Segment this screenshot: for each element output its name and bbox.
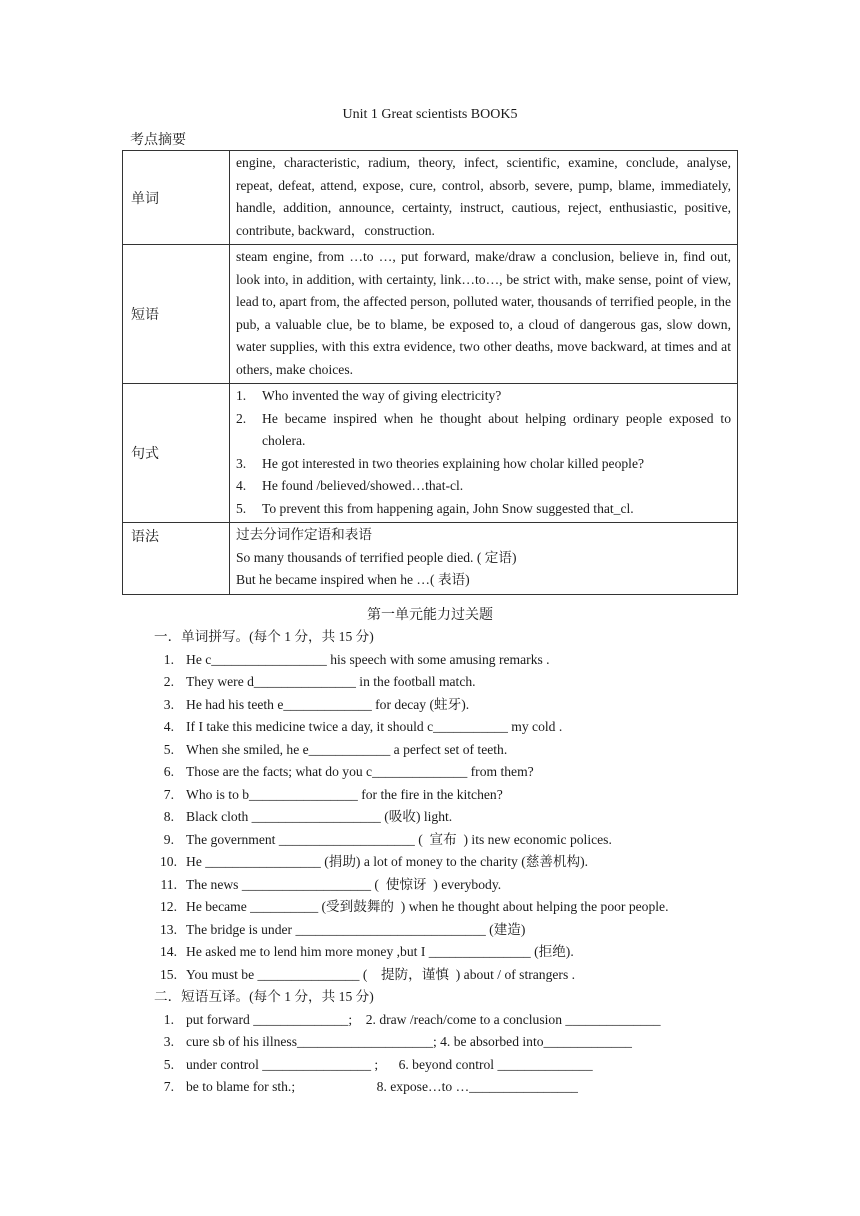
question-item: [0, 1009, 860, 1032]
question-number: 7.: [163, 1079, 174, 1094]
grammar-line: 过去分词作定语和表语: [236, 527, 372, 542]
part1-heading: 一．单词拼写。(每个 1 分，共 15 分): [154, 629, 374, 644]
list-item: [236, 408, 731, 453]
sentences-label: 句式: [123, 384, 230, 523]
question-number: 2.: [163, 674, 174, 689]
list-item: [236, 453, 731, 476]
question-text: When she smiled, he e____________ a perfect set of teeth.: [186, 741, 508, 757]
phrases-label: 短语: [123, 245, 230, 384]
question-text: cure sb of his illness____________________; 4. be absorbed into_____________: [186, 1034, 632, 1049]
question-text: He asked me to lend him more money ,but I _______________ (拒绝).: [186, 944, 574, 959]
question-item: [0, 1031, 860, 1054]
sentences-content: [230, 384, 738, 523]
question-number: 14.: [160, 944, 177, 959]
question-text: He became __________ (受到鼓舞的 ) when he thought about helping the poor people.: [186, 899, 669, 914]
grammar-row: [123, 523, 738, 595]
question-number: 12.: [160, 899, 177, 914]
question-number: 3.: [163, 696, 174, 712]
summary-table: [122, 150, 738, 595]
vocabulary-content: engine, characteristic, radium, theory, infect, scientific, examine, conclude, analyse, repeat, defeat, attend, expose, cure, control, absorb, severe, pump, blame, immediately, handle, addition, announce, certainty, instruct, cautious, reject, enthusiastic, positive, contribute, backward，construction.: [230, 151, 738, 245]
question-text: If I take this medicine twice a day, it should c___________ my cold .: [186, 719, 563, 734]
question-text: Who is to b________________ for the fire in the kitchen?: [186, 786, 503, 802]
question-text: The bridge is under ____________________________ (建造): [186, 921, 526, 937]
question-number: 3.: [163, 1034, 174, 1049]
question-text: The news ___________________ ( 使惊讶 ) everybody.: [186, 876, 502, 892]
question-number: 1.: [163, 651, 174, 667]
question-text: He had his teeth e_____________ for decay (蛀牙).: [186, 696, 470, 712]
vocabulary-row: [123, 151, 738, 245]
question-item: [0, 761, 860, 784]
question-text: You must be _______________ ( 提防，谨慎 ) about / of strangers .: [186, 966, 576, 982]
item-text: He got interested in two theories explaining how cholar killed people?: [262, 455, 645, 471]
question-text: The government ____________________ ( 宣布 ) its new economic polices.: [186, 831, 612, 847]
part2-heading: 二．短语互译。(每个 1 分，共 15 分): [154, 989, 374, 1004]
question-text: Black cloth ___________________ (吸收) light.: [186, 809, 453, 824]
list-item: [236, 475, 731, 498]
question-text: under control ________________ ; 6. beyond control ______________: [186, 1056, 593, 1072]
item-number: 1.: [236, 388, 247, 403]
question-text: They were d_______________ in the football match.: [186, 674, 476, 689]
question-number: 15.: [160, 966, 177, 982]
question-item: [0, 739, 860, 762]
question-number: 9.: [163, 831, 174, 847]
question-item: [0, 874, 860, 897]
vocabulary-label: 单词: [123, 151, 230, 245]
section-title: 第一单元能力过关题: [367, 608, 493, 623]
grammar-content: [230, 523, 738, 595]
list-item: [236, 385, 731, 408]
question-item: [0, 896, 860, 919]
question-item: [0, 671, 860, 694]
sentences-row: [123, 384, 738, 523]
question-text: be to blame for sth.; 8. expose…to …________________: [186, 1079, 578, 1094]
question-item: [0, 1054, 860, 1077]
item-text: He became inspired when he thought about helping ordinary people exposed to cholera.: [262, 410, 731, 448]
question-item: [0, 806, 860, 829]
question-number: 8.: [163, 809, 174, 824]
question-text: Those are the facts; what do you c______________ from them?: [186, 764, 534, 779]
question-number: 13.: [160, 921, 177, 937]
item-number: 3.: [236, 455, 247, 471]
question-item: [0, 694, 860, 717]
question-text: put forward ______________; 2. draw /reach/come to a conclusion ______________: [186, 1011, 661, 1027]
question-number: 6.: [163, 764, 174, 779]
item-text: He found /believed/showed…that-cl.: [262, 478, 464, 493]
summary-label: 考点摘要: [130, 133, 186, 148]
question-number: 1.: [163, 1011, 174, 1027]
question-number: 11.: [160, 876, 177, 892]
item-number: 2.: [236, 410, 247, 426]
question-item: [0, 919, 860, 942]
grammar-line: But he became inspired when he …( 表语): [236, 572, 470, 587]
question-item: [0, 649, 860, 672]
question-number: 5.: [163, 1056, 174, 1072]
question-item: [0, 964, 860, 987]
grammar-line: So many thousands of terrified people died. ( 定语): [236, 549, 517, 565]
item-text: Who invented the way of giving electricity?: [262, 388, 502, 403]
item-text: To prevent this from happening again, John Snow suggested that_cl.: [262, 500, 634, 516]
item-number: 5.: [236, 500, 247, 516]
question-number: 7.: [163, 786, 174, 802]
question-number: 5.: [163, 741, 174, 757]
exercises: [0, 626, 860, 1099]
question-item: [0, 941, 860, 964]
question-item: [0, 716, 860, 739]
phrases-row: [123, 245, 738, 384]
question-item: [0, 1076, 860, 1099]
list-item: [236, 498, 731, 521]
question-number: 10.: [160, 854, 177, 869]
question-item: [0, 784, 860, 807]
phrases-content: steam engine, from …to …, put forward, make/draw a conclusion, believe in, find out, look into, in addition, with certainty, link…to…, be strict with, make sense, point of view, lead to, apart from, the affected person, polluted water, thousands of terrified people, in the pub, a valuable clue, be to blame, be exposed to, a cloud of dangerous gas, slow down, water supplies, with this extra evidence, two other deaths, move backward, at times and at others, make choices.: [230, 245, 738, 384]
question-number: 4.: [163, 719, 174, 734]
question-text: He _________________ (捐助) a lot of money to the charity (慈善机构).: [186, 854, 589, 869]
question-text: He c_________________ his speech with some amusing remarks .: [186, 651, 550, 667]
grammar-label: 语法: [123, 523, 230, 595]
sentences-list: [236, 385, 731, 520]
question-item: [0, 851, 860, 874]
page-title: Unit 1 Great scientists BOOK5: [342, 107, 518, 122]
question-item: [0, 829, 860, 852]
item-number: 4.: [236, 478, 247, 493]
